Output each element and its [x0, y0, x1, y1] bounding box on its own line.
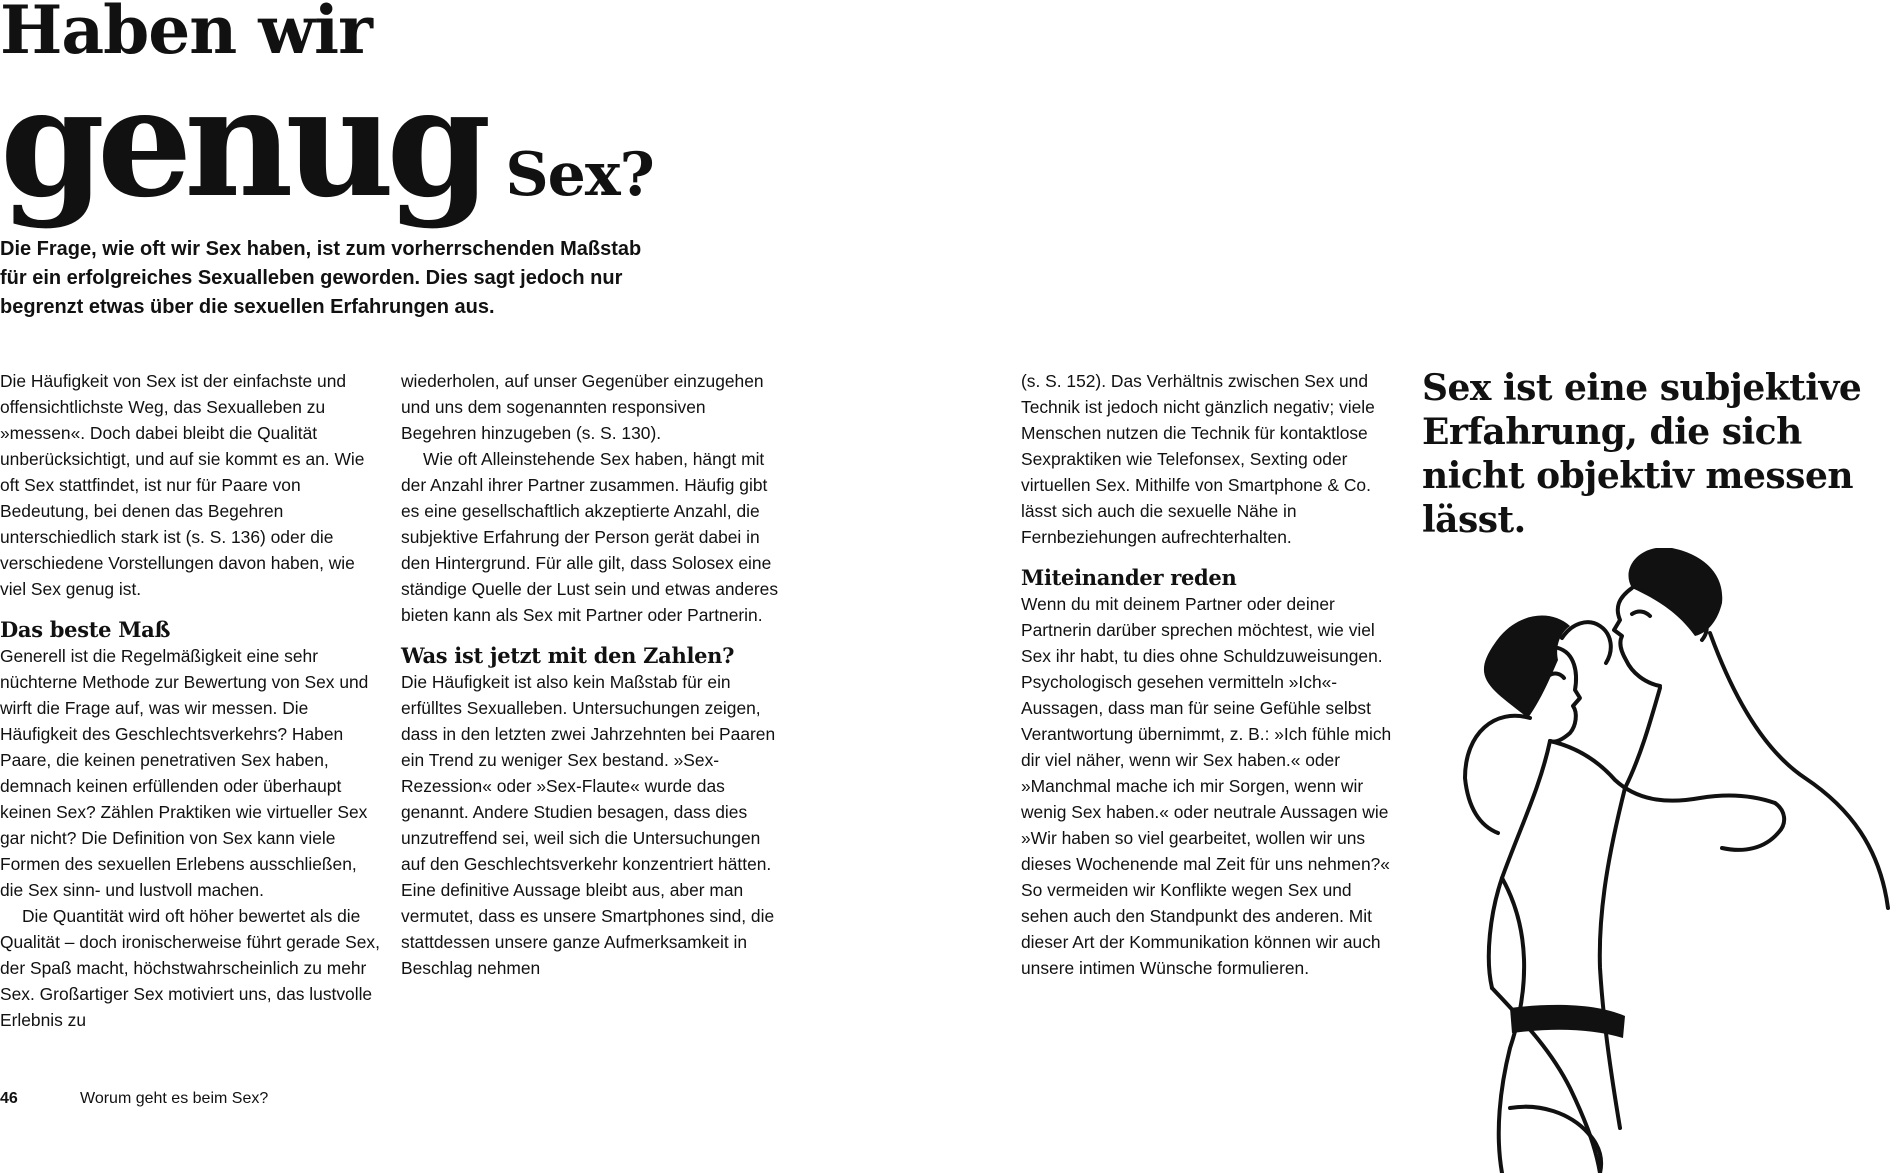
paragraph: Generell ist die Regelmäßigkeit eine sehr nüchterne Methode zur Bewertung von Sex und wirft die Frage auf, was wir messen. Die Häufigkeit des Geschlechtsverkehrs? Haben Paare, die keinen penetrativen Sex haben, demnach keinen erfüllenden oder überhaupt keinen Sex? Zählen Praktiken wie virtueller Sex gar nicht? Die Definition von Sex kann viele Formen des sexuellen Erlebens ausschließen, die Sex sinn- und lustvoll machen. [0, 646, 369, 900]
illustration-woman-hand [1722, 803, 1784, 850]
section-heading: Was ist jetzt mit den Zahlen? [401, 643, 735, 668]
text-column-3 [1021, 368, 1403, 981]
section-heading: Das beste Maß [0, 617, 171, 642]
illustration-man-arm [1600, 788, 1625, 1128]
paragraph: (s. S. 152). Das Verhältnis zwischen Sex und Technik ist jedoch nicht gänzlich negativ; viele Menschen nutzen die Technik für kontaktlose Sexpraktiken wie Telefonsex, Sexting oder virtuellen Sex. Mithilfe von Smartphone & Co. lässt sich auch die sexuelle Nähe in Fernbeziehungen aufrechterhalten. [1021, 371, 1375, 547]
illustration-woman-forearm [1550, 741, 1775, 803]
section-heading: Miteinander reden [1021, 565, 1237, 590]
paragraph: wiederholen, auf unser Gegenüber einzugehen und uns dem sogenannten responsiven Begehren hinzugeben (s. S. 130). [401, 371, 764, 443]
section-name: Worum geht es beim Sex? [80, 1090, 269, 1107]
illustration-lower-hand [1510, 1107, 1601, 1173]
page-number: 46 [0, 1090, 18, 1107]
illustration-man-eye [1632, 612, 1650, 616]
paragraph: Die Häufigkeit von Sex ist der einfachste und offensichtlichste Weg, das Sexualleben zu »messen«. Doch dabei bleibt die Qualität unberücksichtigt, und auf sie kommt es an. Wie oft Sex stattfindet, ist nur für Paare von Bedeutung, bei denen das Begehren unterschiedlich stark ist (s. S. 136) oder die verschiedene Vorstellungen davon haben, wie viel Sex genug ist. [0, 371, 365, 599]
title-line-2 [0, 55, 654, 259]
illustration-man-shoulder [1625, 688, 1660, 788]
illustration-man-back [1710, 633, 1888, 908]
illustration-man-face [1614, 588, 1660, 686]
title-big-word: genug [0, 55, 484, 231]
text-column-2 [401, 368, 781, 981]
paragraph: Die Quantität wird oft höher bewertet als die Qualität – doch ironischerweise führt gerade Sex, der Spaß macht, höchstwahrscheinlich zu mehr Sex. Großartiger Sex motiviert uns, das lustvolle Erlebnis zu [0, 906, 380, 1030]
illustration-woman-hair [1484, 616, 1570, 718]
illustration-woman-arm [1489, 741, 1550, 988]
title-line-1: Haben wir [0, 0, 372, 69]
illustration-woman-head [1465, 716, 1530, 833]
paragraph: Wie oft Alleinstehende Sex haben, hängt mit der Anzahl ihrer Partner zusammen. Häufig gibt es eine gesellschaftlich akzeptierte Anzahl, die subjektive Erfahrung der Person gerät dabei in den Hintergrund. Für alle gilt, dass Solosex eine ständige Quelle der Lust sein und etwas anderes bieten kann als Sex mit Partner oder Partnerin. [401, 449, 779, 625]
lead-paragraph: Die Frage, wie oft wir Sex haben, ist zum vorherrschenden Maßstab für ein erfolgreiches Sexualleben geworden. Dies sagt jedoch nur begrenzt etwas über die sexuellen Erfahrungen aus. [0, 238, 642, 318]
paragraph: Die Häufigkeit ist also kein Maßstab für ein erfülltes Sexualleben. Untersuchungen zeigen, dass in den letzten zwei Jahrzehnten bei Paaren ein Trend zu weniger Sex bestand. »Sex-Rezession« oder »Sex-Flaute« wurde das genannt. Andere Studien besagen, dass dies unzutreffend sei, weil sich die Untersuchungen auf den Geschlechtsverkehr konzentriert hätten. Eine definitive Aussage bleibt aus, aber man vermutet, dass es unsere Smartphones sind, die stattdessen unsere ganze Aufmerksamkeit in Beschlag nehmen [401, 672, 776, 978]
illustration-man-hair [1628, 548, 1722, 636]
illustration-bra [1510, 1005, 1625, 1038]
title-small-word: Sex? [505, 140, 654, 210]
paragraph: Wenn du mit deinem Partner oder deiner Partnerin darüber sprechen möchtest, wie viel Sex ihr habt, tu dies ohne Schuldzuweisungen. Psychologisch gesehen vermitteln »Ich«-Aussagen, dass man für seine Gefühle selbst Verantwortung übernimmt, z. B.: »Ich fühle mich dir viel näher, wenn wir Sex haben.« oder »Manchmal mache ich mir Sorgen, wenn wir wenig Sex haben.« oder neutrale Aussagen wie »Wir haben so viel gearbeitet, wollen wir uns dieses Wochenende mal Zeit für uns nehmen?« So vermeiden wir Konflikte wegen Sex und sehen auch den Standpunkt des anderen. Mit dieser Art der Kommunikation können wir auch unsere intimen Wünsche formulieren. [1021, 594, 1392, 978]
text-column-1 [0, 368, 382, 1033]
page-title [0, 0, 654, 259]
pull-quote: Sex ist eine subjektive Erfahrung, die sich nicht objektiv messen lässt. [1422, 367, 1862, 541]
couple-illustration [1410, 548, 1890, 1173]
